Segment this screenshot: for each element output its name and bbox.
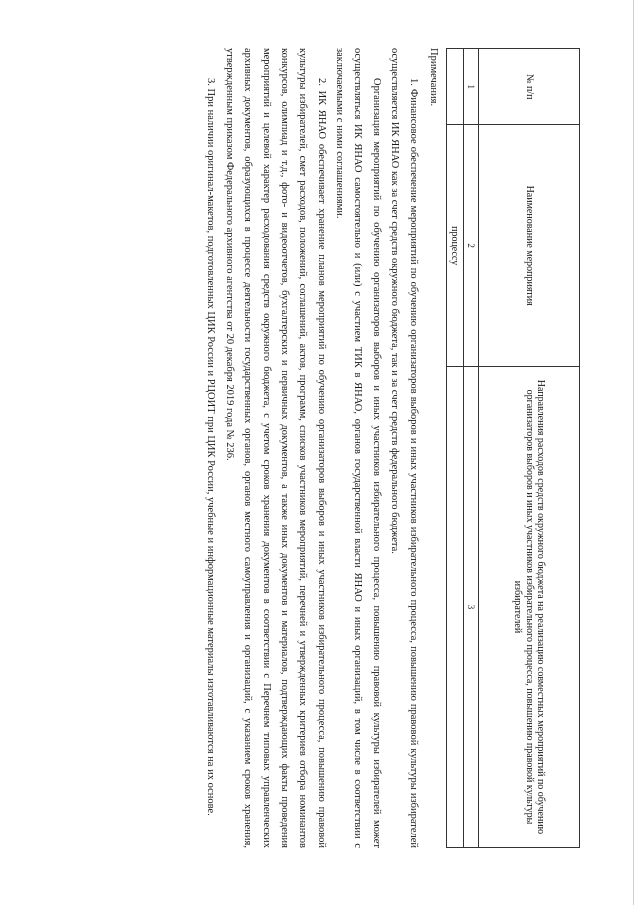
column-number-3: 3 — [463, 366, 478, 847]
notes-section — [201, 48, 442, 848]
cell-event-name: процессу — [446, 125, 463, 366]
cell-expense-direction — [446, 366, 463, 847]
header-expense-directions: Направления расходов средств окружного бюджета на реализацию совместных мероприятий по обучению организаторов выборов и иных участников избирательного процесса, повышению правовой культуры избирателей — [479, 366, 580, 847]
header-event-name: Наименование мероприятия — [479, 125, 580, 366]
cell-number — [446, 49, 463, 125]
note-paragraph: 3. При наличии оригинал-макетов, подготовленных ЦИК России и РЦОИТ при ЦИК России, учебные и информационные материалы изготавливаются на их основе. — [205, 78, 217, 816]
column-number-2: 2 — [463, 125, 478, 366]
rotated-content — [80, 18, 640, 888]
events-table — [446, 48, 580, 848]
notes-title: Примечания. — [428, 48, 439, 107]
table-header-row — [479, 49, 580, 848]
note-paragraph: 2. ИК ЯНАО обеспечивает хранение планов мероприятий по обучению организаторов выборов и иных участников избирательного процесса, повышению правовой культуры избирателей, смет расходов, положений, соглашений, актов, программ, списков участников мероприятий, перечней и утвержденных критериев отбора номинантов конкурсов, олимпиад и т.д., фото- и видеоотчетов, бухгалтерских и первичных документов, а также иных документов и материалов, подтверждающих факты проведения мероприятий и целевой характер расходования средств окружного бюджета, с учетом сроков хранения документов в соответствии с Перечнем типовых управленческих архивных документов, образующихся в процессе деятельности государственных органов, органов местного самоуправления и организаций, с указанием сроков хранения, утвержденным приказом Федерального архивного агентства от 20 декабря 2019 года № 236. — [223, 48, 327, 848]
header-number: № п/п — [479, 49, 580, 125]
table-row — [446, 49, 463, 848]
column-number-1: 1 — [463, 49, 478, 125]
note-paragraph: Организация мероприятий по обучению организаторов выборов и иных участников избирательного процесса, повышению правовой культуры избирателей может осуществляться ИК ЯНАО самостоятельно и (или) с участием ТИК в ЯНАО, органов государственной власти ЯНАО и иных организаций, в том числе в соответствии с заключаемыми с ними соглашениями. — [334, 48, 382, 848]
note-paragraph: 1. Финансовое обеспечение мероприятий по обучению организаторов выборов и иных участников избирательного процесса, повышению правовой культуры избирателей осуществляется ИК ЯНАО как за счет средств окружного бюджета, так и за счет средств федерального бюджета. — [389, 48, 419, 848]
column-number-row — [463, 49, 478, 848]
